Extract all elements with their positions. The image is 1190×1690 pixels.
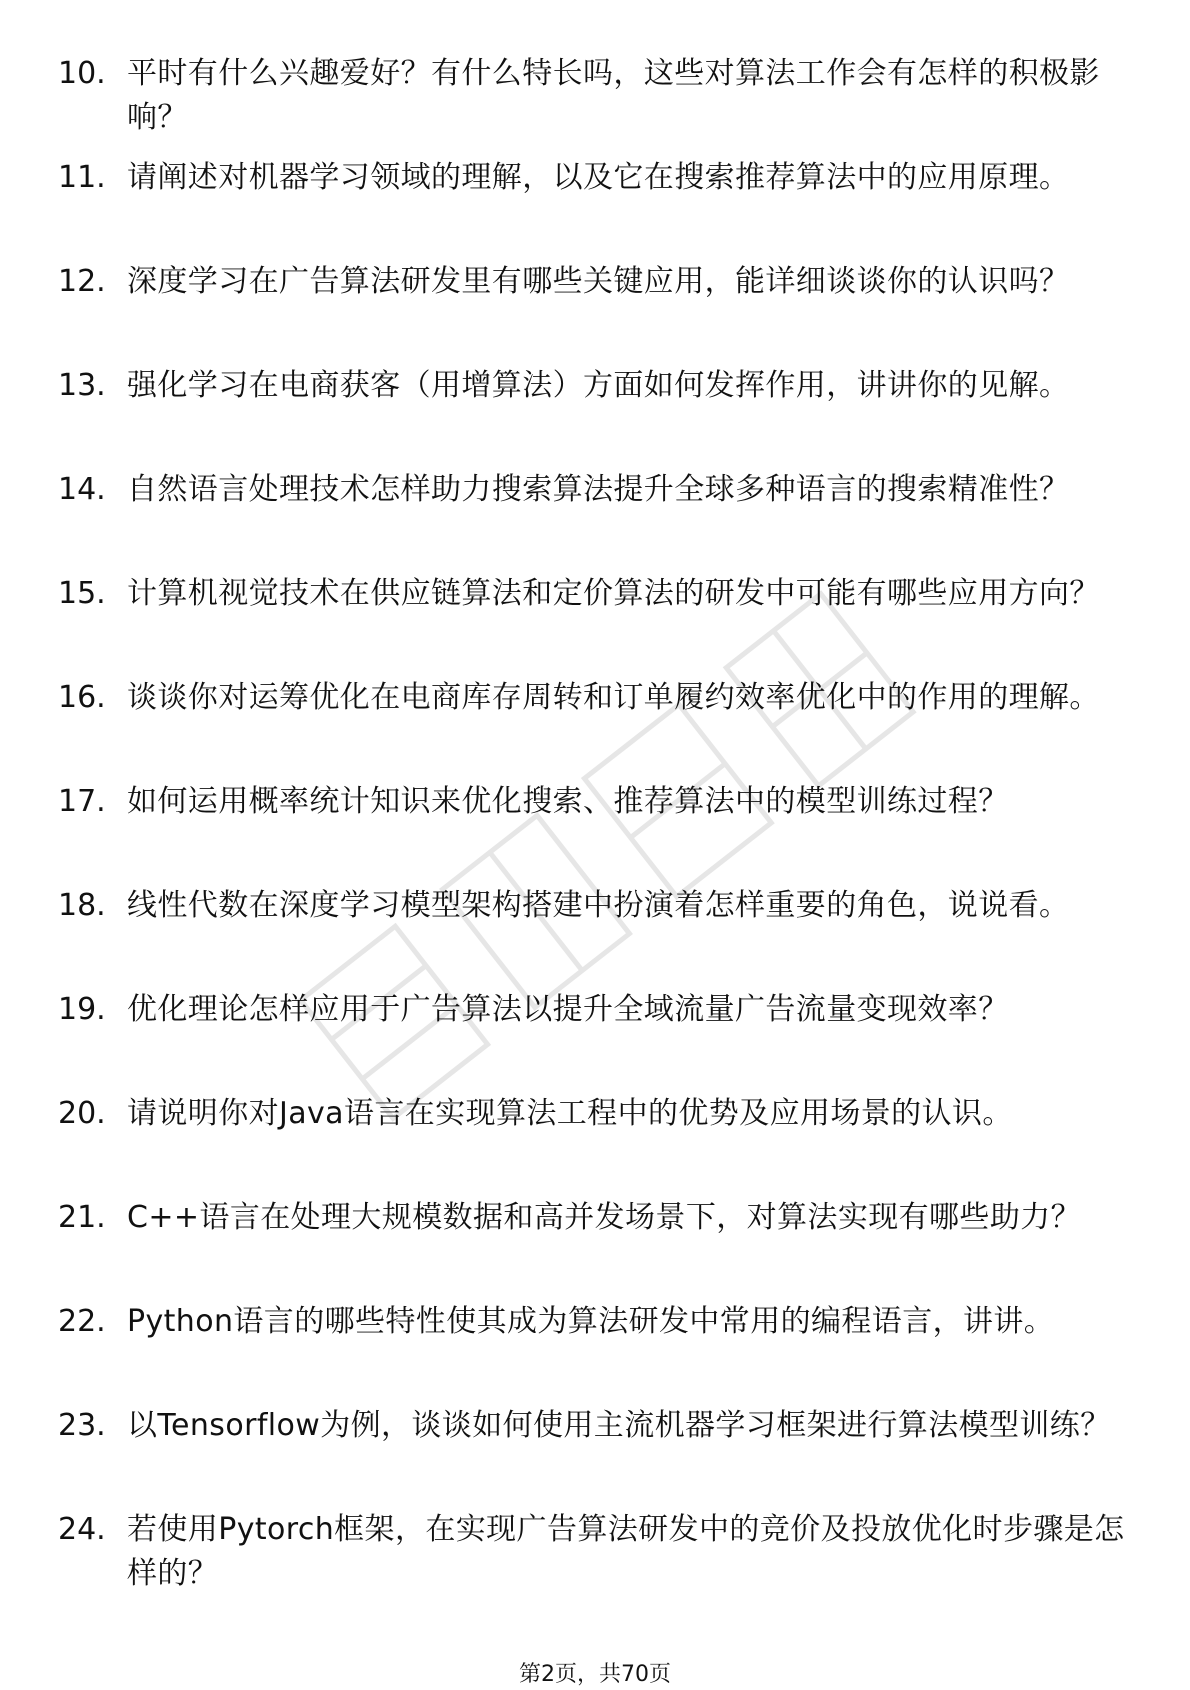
- question-text: 以Tensorflow为例，谈谈如何使用主流机器学习框架进行算法模型训练？: [127, 1408, 1111, 1443]
- question-text: 平时有什么兴趣爱好？有什么特长吗，这些对算法工作会有怎样的积极影响？: [127, 56, 1100, 135]
- question-text: 优化理论怎样应用于广告算法以提升全域流量广告流量变现效率？: [127, 992, 1009, 1027]
- question-text: C++语言在处理大规模数据和高并发场景下，对算法实现有哪些助力？: [127, 1200, 1082, 1235]
- question-item: [0, 468, 1190, 572]
- question-item: [0, 260, 1190, 364]
- question-number: 24.: [58, 1512, 106, 1547]
- question-number: 11.: [58, 160, 106, 195]
- question-text: 请阐述对机器学习领域的理解，以及它在搜索推荐算法中的应用原理。: [127, 160, 1070, 195]
- question-text: 深度学习在广告算法研发里有哪些关键应用，能详细谈谈你的认识吗？: [127, 264, 1070, 299]
- question-number: 23.: [58, 1408, 106, 1443]
- question-list: [0, 52, 1190, 1612]
- question-text: 如何运用概率统计知识来优化搜索、推荐算法中的模型训练过程？: [127, 784, 1009, 819]
- question-item: [0, 1196, 1190, 1300]
- question-item: [0, 1404, 1190, 1508]
- question-text: 谈谈你对运筹优化在电商库存周转和订单履约效率优化中的作用的理解。: [127, 680, 1100, 715]
- question-number: 14.: [58, 472, 106, 507]
- question-number: 18.: [58, 888, 106, 923]
- question-item: [0, 676, 1190, 780]
- question-text: 若使用Pytorch框架，在实现广告算法研发中的竞价及投放优化时步骤是怎样的？: [127, 1512, 1125, 1591]
- question-item: [0, 572, 1190, 676]
- question-text: 强化学习在电商获客（用增算法）方面如何发挥作用，讲讲你的见解。: [127, 368, 1070, 403]
- question-item: [0, 364, 1190, 468]
- question-item: [0, 780, 1190, 884]
- question-number: 13.: [58, 368, 106, 403]
- question-item: [0, 884, 1190, 988]
- question-item: [0, 1300, 1190, 1404]
- question-number: 21.: [58, 1200, 106, 1235]
- question-number: 12.: [58, 264, 106, 299]
- question-text: 请说明你对Java语言在实现算法工程中的优势及应用场景的认识。: [127, 1096, 1013, 1131]
- question-number: 15.: [58, 576, 106, 611]
- question-number: 22.: [58, 1304, 106, 1339]
- question-item: [0, 1092, 1190, 1196]
- question-text: 自然语言处理技术怎样助力搜索算法提升全球多种语言的搜索精准性？: [127, 472, 1070, 507]
- question-item: [0, 1508, 1190, 1612]
- question-text: 计算机视觉技术在供应链算法和定价算法的研发中可能有哪些应用方向？: [127, 576, 1100, 611]
- question-item: [0, 52, 1190, 156]
- question-number: 16.: [58, 680, 106, 715]
- question-number: 17.: [58, 784, 106, 819]
- question-number: 19.: [58, 992, 106, 1027]
- question-number: 10.: [58, 56, 106, 91]
- question-number: 20.: [58, 1096, 106, 1131]
- question-text: 线性代数在深度学习模型架构搭建中扮演着怎样重要的角色，说说看。: [127, 888, 1070, 923]
- page-footer: [0, 1660, 1190, 1690]
- question-item: [0, 156, 1190, 260]
- question-text: Python语言的哪些特性使其成为算法研发中常用的编程语言，讲讲。: [127, 1304, 1055, 1339]
- page-number: 第2页，共70页: [519, 1662, 671, 1687]
- question-item: [0, 988, 1190, 1092]
